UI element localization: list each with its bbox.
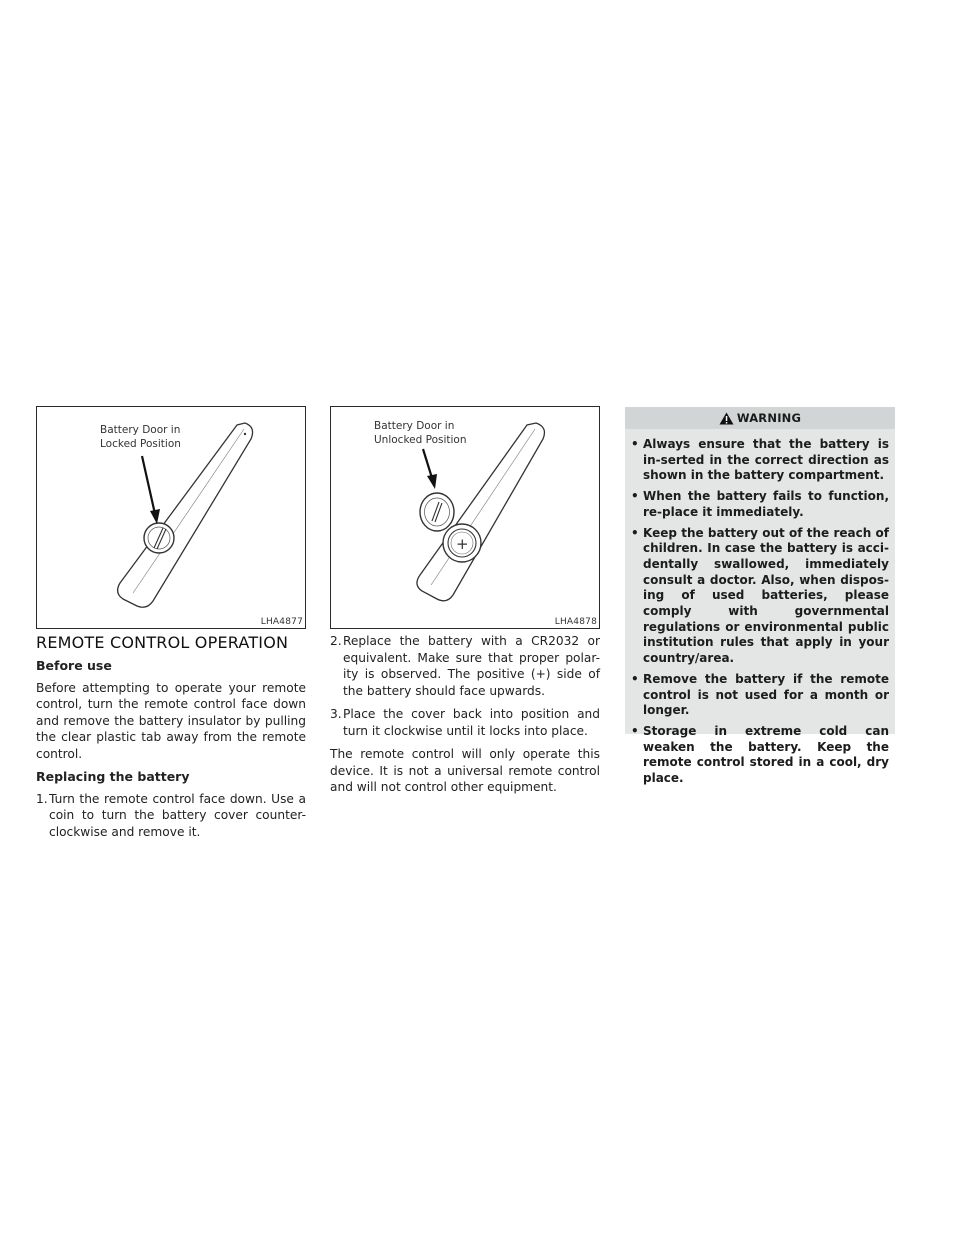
before-use-text: Before attempting to operate your remote control, turn the remote control face down and remove the battery insulator by pulling the clear plastic tab away from the remote control.: [36, 680, 306, 761]
callout-line-1: Battery Door in: [100, 424, 181, 436]
middle-column: [330, 633, 600, 803]
replacing-heading: Replacing the battery: [36, 769, 190, 784]
before-use-heading: Before use: [36, 658, 112, 673]
warning-item-text: When the battery fails to function, re-place it immediately.: [643, 489, 889, 519]
warning-header: [625, 407, 895, 429]
warning-item-text: Always ensure that the battery is in-serted in the correct direction as shown in the battery compartment.: [643, 437, 889, 483]
step-1: [36, 791, 306, 841]
warning-item-text: Remove the battery if the remote control is not used for a month or longer.: [643, 671, 889, 718]
warning-item-text: Storage in extreme cold can weaken the battery. Keep the remote control stored in a cool, dry place.: [643, 723, 889, 786]
callout-line-2: Unlocked Position: [374, 434, 467, 446]
warning-item: • When the battery fails to function, re-place it immediately.: [631, 489, 889, 519]
step-text: Turn the remote control face down. Use a coin to turn the battery cover counter-clockwise and remove it.: [49, 791, 306, 839]
step-number: 3.: [330, 707, 342, 721]
step-number: 2.: [330, 634, 342, 648]
figure-code: LHA4878: [554, 617, 597, 627]
callout-locked: [100, 423, 181, 451]
step-text: Replace the battery with a CR2032 or equivalent. Make sure that proper polar-ity is observed. The positive (+) side of the battery should face upwards.: [343, 634, 600, 698]
warning-list: [625, 429, 895, 787]
warning-item: • Always ensure that the battery is in-serted in the correct direction as shown in the battery compartment.: [631, 437, 889, 483]
closing-text: The remote control will only operate this device. It is not a universal remote control and will not control other equipment.: [330, 747, 600, 794]
figure-battery-locked: [36, 406, 306, 629]
step-text: Place the cover back into position and turn it clockwise until it locks into place.: [343, 707, 600, 738]
warning-item-text: Keep the battery out of the reach of children. In case the battery is acci-dentally swallowed, immediately consult a doctor. Also, when dispos-ing of used batteries, please comply with governmental regulations or environmental public institution rules that apply in your country/area.: [643, 525, 889, 666]
figure-battery-unlocked: [330, 406, 600, 629]
callout-unlocked: [374, 419, 467, 447]
warning-triangle-icon: [719, 412, 734, 425]
warning-item: • Storage in extreme cold can weaken the battery. Keep the remote control stored in a cool, dry place.: [631, 723, 889, 786]
step-2: [330, 633, 600, 699]
step-3: [330, 706, 600, 739]
left-column: [36, 658, 306, 847]
step-number: 1.: [36, 791, 48, 806]
figure-code: LHA4877: [260, 617, 303, 627]
svg-text:+: +: [456, 535, 469, 553]
warning-box: [625, 407, 895, 786]
warning-item: • Remove the battery if the remote control is not used for a month or longer.: [631, 671, 889, 718]
warning-title: WARNING: [736, 411, 802, 425]
section-title: REMOTE CONTROL OPERATION: [36, 633, 289, 652]
callout-line-1: Battery Door in: [374, 420, 455, 432]
warning-item: • Keep the battery out of the reach of children. In case the battery is acci-dentally swallowed, immediately consult a doctor. Also, when dispos-ing of used batteries, please comply with governmental regulations or environmental public institution rules that apply in your country/area.: [631, 525, 889, 666]
callout-line-2: Locked Position: [100, 438, 181, 450]
